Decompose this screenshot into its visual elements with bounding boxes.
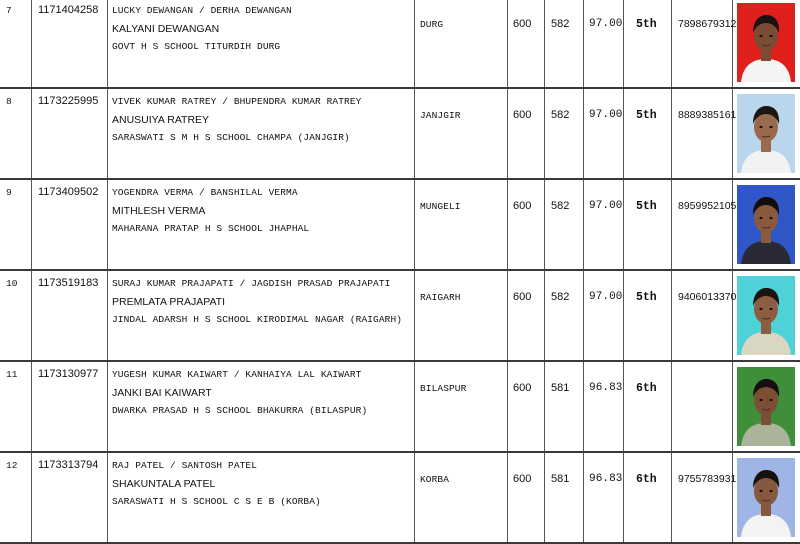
column-divider <box>544 362 545 451</box>
percentage: 97.00 <box>589 18 623 30</box>
serial-number: 11 <box>6 369 18 380</box>
column-divider <box>507 271 508 360</box>
roll-number: 1171404258 <box>38 4 99 16</box>
student-photo <box>737 276 795 355</box>
max-marks: 600 <box>513 200 532 212</box>
district-name: KORBA <box>420 474 450 485</box>
table-row <box>0 453 800 544</box>
percentage: 97.00 <box>589 109 623 121</box>
student-father-name: VIVEK KUMAR RATREY / BHUPENDRA KUMAR RATREY <box>112 96 362 107</box>
column-divider <box>623 89 624 178</box>
column-divider <box>583 0 584 87</box>
district-name: JANJGIR <box>420 110 461 121</box>
column-divider <box>107 362 108 451</box>
mobile-number: 8959952105 <box>678 200 737 212</box>
rank: 6th <box>636 473 657 486</box>
column-divider <box>414 362 415 451</box>
school-name: JINDAL ADARSH H S SCHOOL KIRODIMAL NAGAR (RAIGARH) <box>112 314 403 325</box>
mother-name: MITHLESH VERMA <box>112 205 206 217</box>
column-divider <box>623 453 624 542</box>
column-divider <box>732 271 733 360</box>
district-name: MUNGELI <box>420 201 461 212</box>
student-photo <box>737 458 795 537</box>
roll-number: 1173409502 <box>38 186 99 198</box>
student-father-name: SURAJ KUMAR PRAJAPATI / JAGDISH PRASAD PRAJAPATI <box>112 278 391 289</box>
table-row <box>0 271 800 362</box>
max-marks: 600 <box>513 109 532 121</box>
district-name: DURG <box>420 19 444 30</box>
column-divider <box>732 89 733 178</box>
column-divider <box>544 89 545 178</box>
mother-name: SHAKUNTALA PATEL <box>112 478 216 490</box>
max-marks: 600 <box>513 382 532 394</box>
column-divider <box>414 453 415 542</box>
column-divider <box>583 453 584 542</box>
serial-number: 10 <box>6 278 18 289</box>
mobile-number: 9755783931 <box>678 473 737 485</box>
obtained-marks: 582 <box>551 18 570 30</box>
column-divider <box>31 362 32 451</box>
column-divider <box>544 0 545 87</box>
column-divider <box>107 89 108 178</box>
column-divider <box>671 271 672 360</box>
roll-number: 1173519183 <box>38 277 99 289</box>
column-divider <box>31 271 32 360</box>
column-divider <box>507 362 508 451</box>
serial-number: 7 <box>6 5 12 16</box>
column-divider <box>544 271 545 360</box>
student-father-name: YOGENDRA VERMA / BANSHILAL VERMA <box>112 187 298 198</box>
column-divider <box>414 0 415 87</box>
table-row <box>0 180 800 271</box>
column-divider <box>507 180 508 269</box>
max-marks: 600 <box>513 473 532 485</box>
school-name: SARASWATI H S SCHOOL C S E B (KORBA) <box>112 496 321 507</box>
student-father-name: YUGESH KUMAR KAIWART / KANHAIYA LAL KAIWART <box>112 369 362 380</box>
column-divider <box>732 0 733 87</box>
column-divider <box>583 89 584 178</box>
district-name: BILASPUR <box>420 383 467 394</box>
roll-number: 1173225995 <box>38 95 99 107</box>
rank: 5th <box>636 109 657 122</box>
rank: 5th <box>636 291 657 304</box>
column-divider <box>623 180 624 269</box>
roll-number: 1173130977 <box>38 368 99 380</box>
student-father-name: RAJ PATEL / SANTOSH PATEL <box>112 460 258 471</box>
column-divider <box>544 180 545 269</box>
serial-number: 9 <box>6 187 12 198</box>
column-divider <box>583 180 584 269</box>
column-divider <box>623 362 624 451</box>
obtained-marks: 581 <box>551 382 570 394</box>
obtained-marks: 582 <box>551 291 570 303</box>
school-name: SARASWATI S M H S SCHOOL CHAMPA (JANJGIR) <box>112 132 350 143</box>
column-divider <box>31 453 32 542</box>
column-divider <box>732 453 733 542</box>
percentage: 97.00 <box>589 291 623 303</box>
student-photo <box>737 3 795 82</box>
column-divider <box>732 362 733 451</box>
max-marks: 600 <box>513 18 532 30</box>
student-photo <box>737 367 795 446</box>
percentage: 96.83 <box>589 473 623 485</box>
mother-name: ANUSUIYA RATREY <box>112 114 210 126</box>
table-row <box>0 362 800 453</box>
rank: 6th <box>636 382 657 395</box>
column-divider <box>732 180 733 269</box>
column-divider <box>414 89 415 178</box>
column-divider <box>507 453 508 542</box>
mobile-number: 8889385161 <box>678 109 737 121</box>
column-divider <box>414 271 415 360</box>
student-photo <box>737 94 795 173</box>
table-row <box>0 89 800 180</box>
percentage: 96.83 <box>589 382 623 394</box>
column-divider <box>414 180 415 269</box>
table-row <box>0 0 800 89</box>
school-name: MAHARANA PRATAP H S SCHOOL JHAPHAL <box>112 223 310 234</box>
roll-number: 1173313794 <box>38 459 99 471</box>
column-divider <box>107 180 108 269</box>
mother-name: KALYANI DEWANGAN <box>112 23 220 35</box>
column-divider <box>107 453 108 542</box>
student-photo <box>737 185 795 264</box>
obtained-marks: 582 <box>551 109 570 121</box>
serial-number: 12 <box>6 460 18 471</box>
column-divider <box>623 0 624 87</box>
column-divider <box>671 89 672 178</box>
obtained-marks: 581 <box>551 473 570 485</box>
school-name: DWARKA PRASAD H S SCHOOL BHAKURRA (BILASPUR) <box>112 405 368 416</box>
column-divider <box>31 0 32 87</box>
district-name: RAIGARH <box>420 292 461 303</box>
column-divider <box>671 0 672 87</box>
column-divider <box>671 453 672 542</box>
column-divider <box>31 89 32 178</box>
column-divider <box>671 180 672 269</box>
rank: 5th <box>636 18 657 31</box>
max-marks: 600 <box>513 291 532 303</box>
student-father-name: LUCKY DEWANGAN / DERHA DEWANGAN <box>112 5 292 16</box>
school-name: GOVT H S SCHOOL TITURDIH DURG <box>112 41 281 52</box>
column-divider <box>583 271 584 360</box>
column-divider <box>107 0 108 87</box>
percentage: 97.00 <box>589 200 623 212</box>
column-divider <box>583 362 584 451</box>
mobile-number: 9406013370 <box>678 291 737 303</box>
column-divider <box>507 0 508 87</box>
mother-name: PREMLATA PRAJAPATI <box>112 296 225 308</box>
column-divider <box>671 362 672 451</box>
mother-name: JANKI BAI KAIWART <box>112 387 212 399</box>
rank: 5th <box>636 200 657 213</box>
mobile-number: 7898679312 <box>678 18 737 30</box>
column-divider <box>623 271 624 360</box>
column-divider <box>507 89 508 178</box>
column-divider <box>107 271 108 360</box>
obtained-marks: 582 <box>551 200 570 212</box>
column-divider <box>31 180 32 269</box>
serial-number: 8 <box>6 96 12 107</box>
column-divider <box>544 453 545 542</box>
